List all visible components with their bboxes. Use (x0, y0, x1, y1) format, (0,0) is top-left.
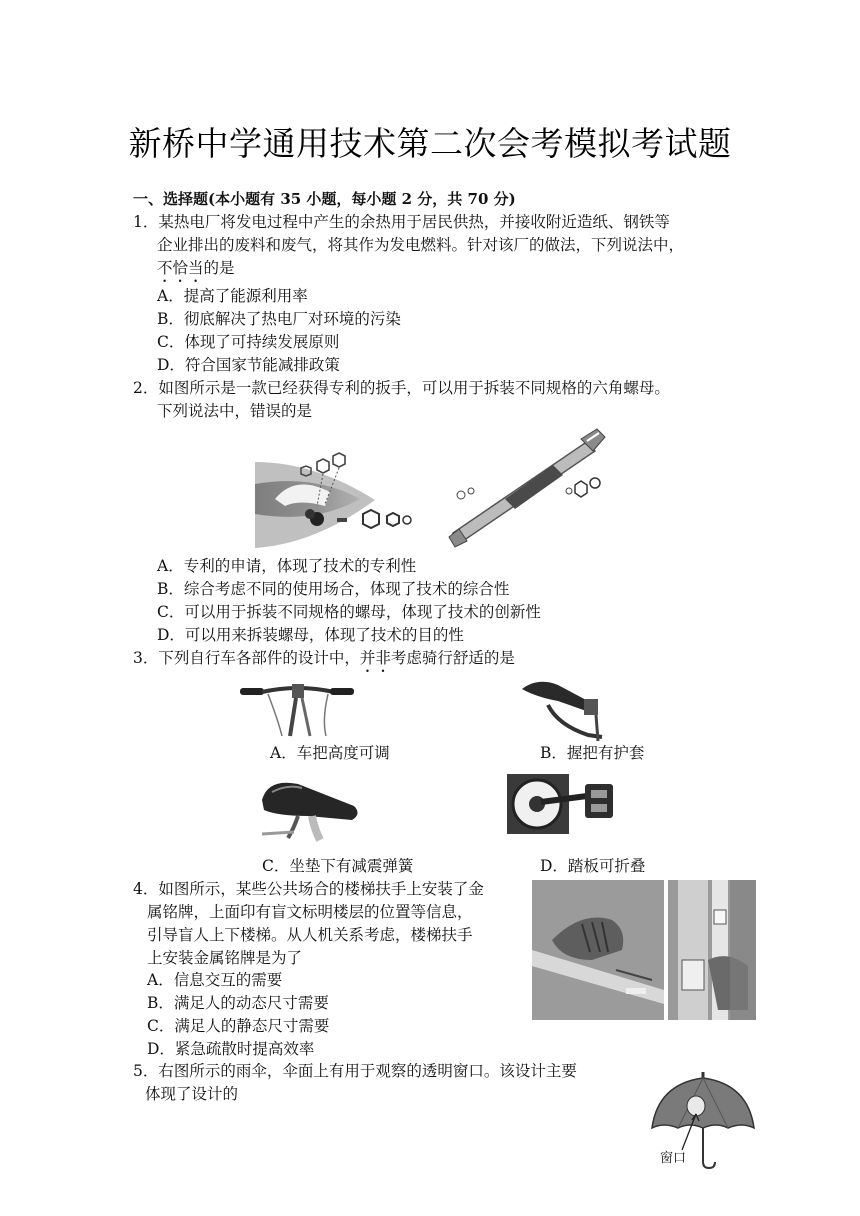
question-2-option-d: D．可以用来拆装螺母，体现了技术的目的性 (157, 626, 464, 644)
window-label: 窗口 (660, 1151, 687, 1166)
umbrella-photo (638, 1066, 768, 1178)
question-4-option-c: C．满足人的静态尺寸需要 (147, 1017, 330, 1035)
handlebar-photo (238, 680, 358, 738)
question-5-line-2: 体现了设计的 (145, 1085, 239, 1103)
question-2-line-2: 下列说法中，错误的是 (157, 402, 313, 420)
page-title: 新桥中学通用技术第二次会考模拟考试题 (128, 124, 732, 163)
question-1-emphasis: 不恰当 (157, 259, 204, 277)
question-1-line-3 (157, 257, 235, 286)
question-3-option-c: C．坐垫下有减震弹簧 (262, 857, 414, 875)
handrail-hand-photo (532, 880, 664, 1020)
question-3-option-d: D．踏板可折叠 (540, 857, 646, 875)
question-1-option-a: A．提高了能源利用率 (157, 287, 308, 305)
wrench-body-photo (445, 425, 615, 550)
question-4-option-d: D．紧急疏散时提高效率 (147, 1040, 315, 1058)
question-1-tail: 的是 (203, 259, 235, 277)
pedal-photo (507, 774, 617, 840)
question-4-line-3: 引导盲人上下楼梯。从人机关系考虑，楼梯扶手 (147, 926, 473, 944)
question-2-line-1: 2．如图所示是一款已经获得专利的扳手，可以用于拆装不同规格的六角螺母。 (133, 379, 670, 397)
question-4-line-2: 属铭牌，上面印有盲文标明楼层的位置等信息， (147, 903, 473, 921)
question-1-line-2: 企业排出的废料和废气，将其作为发电燃料。针对该厂的做法，下列说法中， (157, 236, 685, 254)
question-4-option-b: B．满足人的动态尺寸需要 (147, 994, 329, 1012)
question-2-option-c: C．可以用于拆装不同规格的螺母，体现了技术的创新性 (157, 603, 541, 621)
question-3-post: 考虑骑行舒适的是 (390, 649, 515, 667)
question-4-option-a: A．信息交互的需要 (147, 971, 283, 989)
saddle-photo (258, 770, 364, 842)
question-1-line-1: 1．某热电厂将发电过程中产生的余热用于居民供热，并接收附近造纸、钢铁等 (133, 213, 670, 231)
question-3-pre: 3．下列自行车各部件的设计中， (133, 649, 360, 667)
question-4-line-4: 上安装金属铭牌是为了 (147, 949, 303, 967)
question-1-option-c: C．体现了可持续发展原则 (157, 333, 340, 351)
question-3-emphasis: 并非 (359, 649, 391, 667)
question-1-option-d: D．符合国家节能减排政策 (157, 356, 340, 374)
question-3-option-b: B．握把有护套 (540, 744, 645, 762)
question-4-line-1: 4．如图所示，某些公共场合的楼梯扶手上安装了金 (133, 880, 484, 898)
section-header: 一、选择题(本小题有 35 小题，每小题 2 分，共 70 分) (133, 190, 516, 208)
question-3-option-a: A．车把高度可调 (270, 744, 390, 762)
question-2-option-a: A．专利的申请，体现了技术的专利性 (157, 557, 417, 575)
question-3-line-1 (133, 647, 515, 676)
question-2-option-b: B．综合考虑不同的使用场合，体现了技术的综合性 (157, 580, 510, 598)
question-1-option-b: B．彻底解决了热电厂对环境的污染 (157, 310, 401, 328)
question-5-line-1: 5．右图所示的雨伞，伞面上有用于观察的透明窗口。该设计主要 (133, 1062, 577, 1080)
grip-photo (518, 675, 610, 743)
wrench-head-photo (255, 444, 425, 550)
handrail-plate-photo (668, 880, 756, 1020)
